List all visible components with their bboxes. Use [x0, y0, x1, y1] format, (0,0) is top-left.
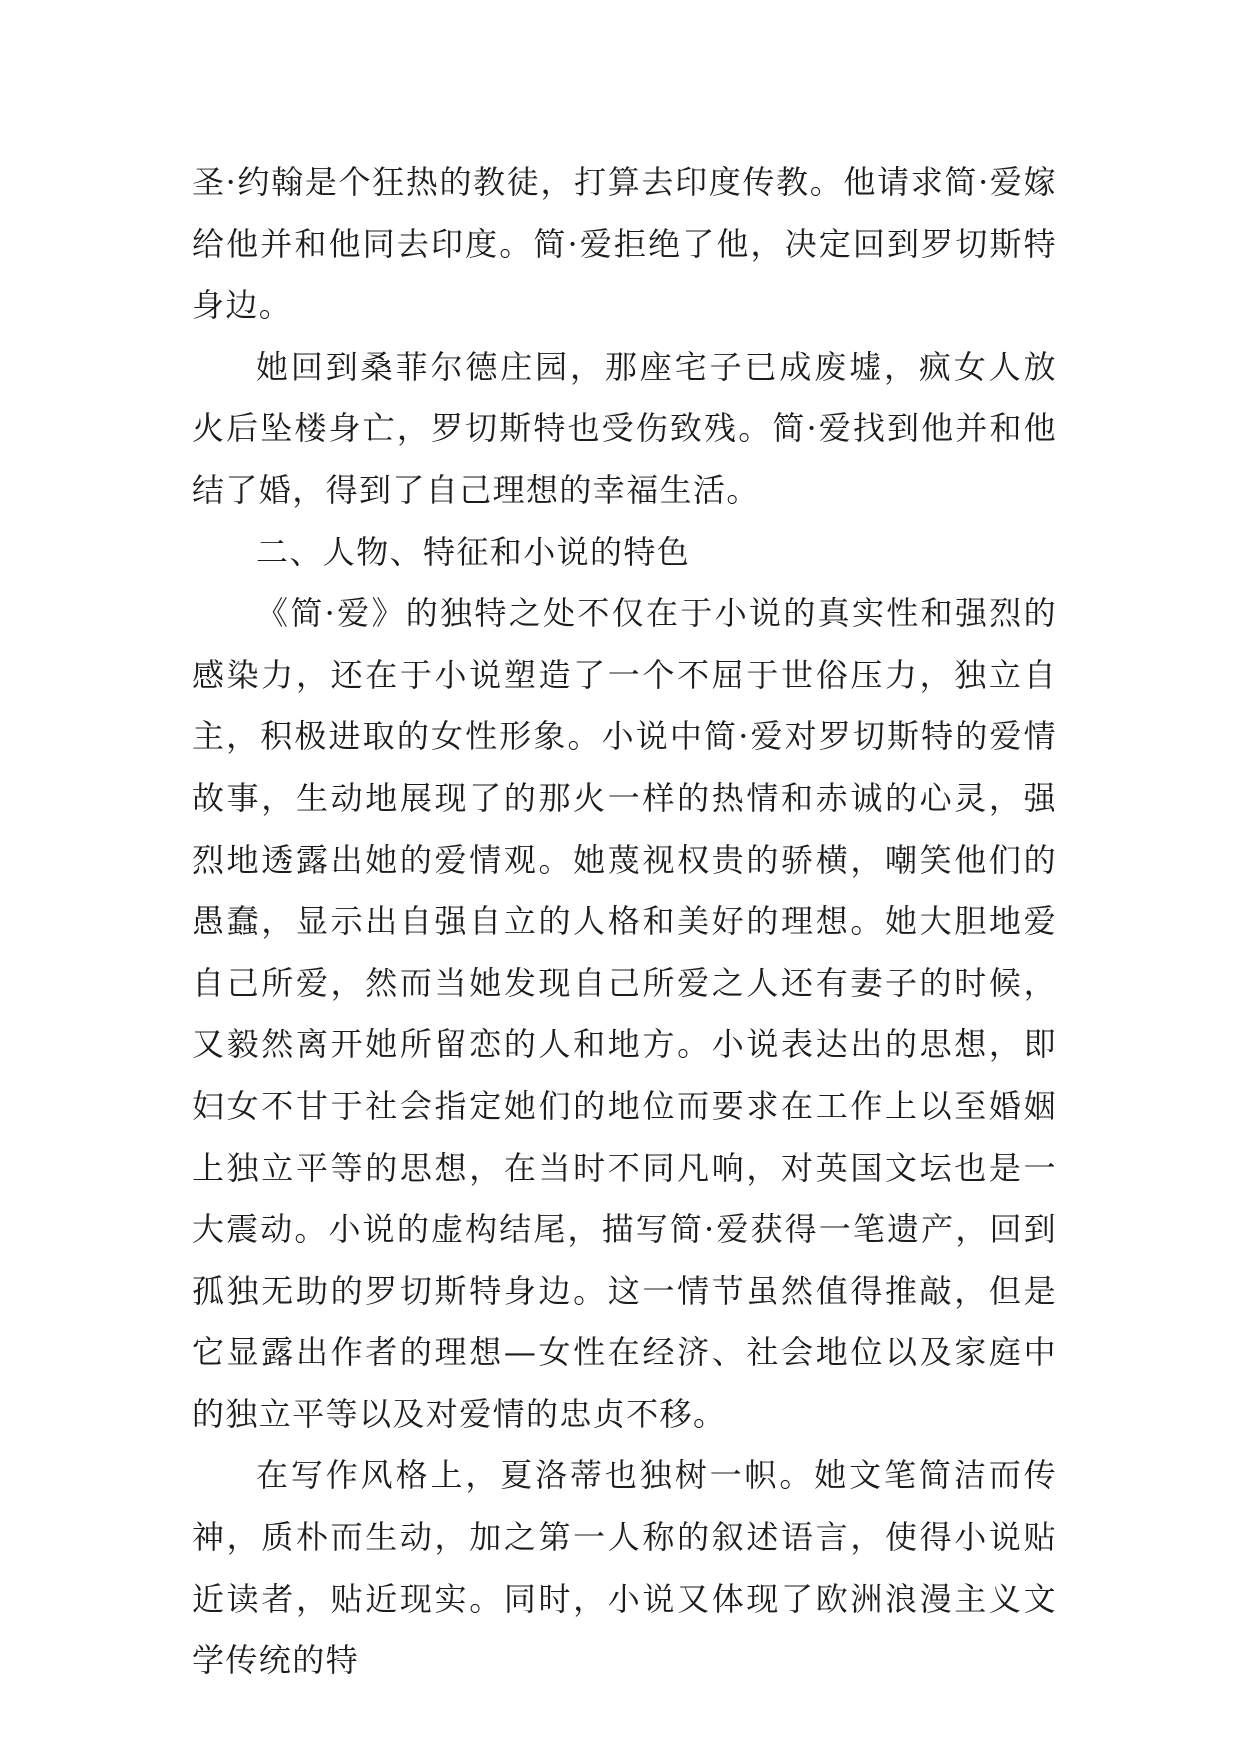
section-heading: 二、人物、特征和小说的特色 — [256, 532, 691, 571]
paragraph-return-to-thornfield: 她回到桑菲尔德庄园，那座宅子已成废墟，疯女人放火后坠楼身亡，罗切斯特也受伤致残。简·爱找到他并和他结了婚，得到了自己理想的幸福生活。 — [192, 347, 1057, 509]
paragraph-writing-style: 在写作风格上，夏洛蒂也独树一帜。她文笔简洁而传神，质朴而生动，加之第一人称的叙述语言，使得小说贴近读者，贴近现实。同时，小说又体现了欧洲浪漫主义文学传统的特 — [192, 1456, 1057, 1680]
paragraph-characters: 《简·爱》的独特之处不仅在于小说的真实性和强烈的感染力，还在于小说塑造了一个不屈于世俗压力，独立自主，积极进取的女性形象。小说中简·爱对罗切斯特的爱情故事，生动地展现了的那火一样的热情和赤诚的心灵，强烈地透露出她的爱情观。她蔑视权贵的骄横，嘲笑他们的愚蠢，显示出自强自立的人格和美好的理想。她大胆地爱自己所爱，然而当她发现自己所爱之人还有妻子的时候，又毅然离开她所留恋的人和地方。小说表达出的思想，即妇女不甘于社会指定她们的地位而要求在工作上以至婚姻上独立平等的思想，在当时不同凡响，对英国文坛也是一大震动。小说的虚构结尾，描写简·爱获得一笔遗产，回到孤独无助的罗切斯特身边。这一情节虽然值得推敲，但是它显露出作者的理想—女性在经济、社会地位以及家庭中的独立平等以及对爱情的忠贞不移。 — [192, 594, 1057, 1433]
paragraph-continuation: 圣·约翰是个狂热的教徒，打算去印度传教。他请求简·爱嫁给他并和他同去印度。简·爱拒绝了他，决定回到罗切斯特身边。 — [192, 163, 1057, 325]
document-body — [192, 152, 1057, 1692]
